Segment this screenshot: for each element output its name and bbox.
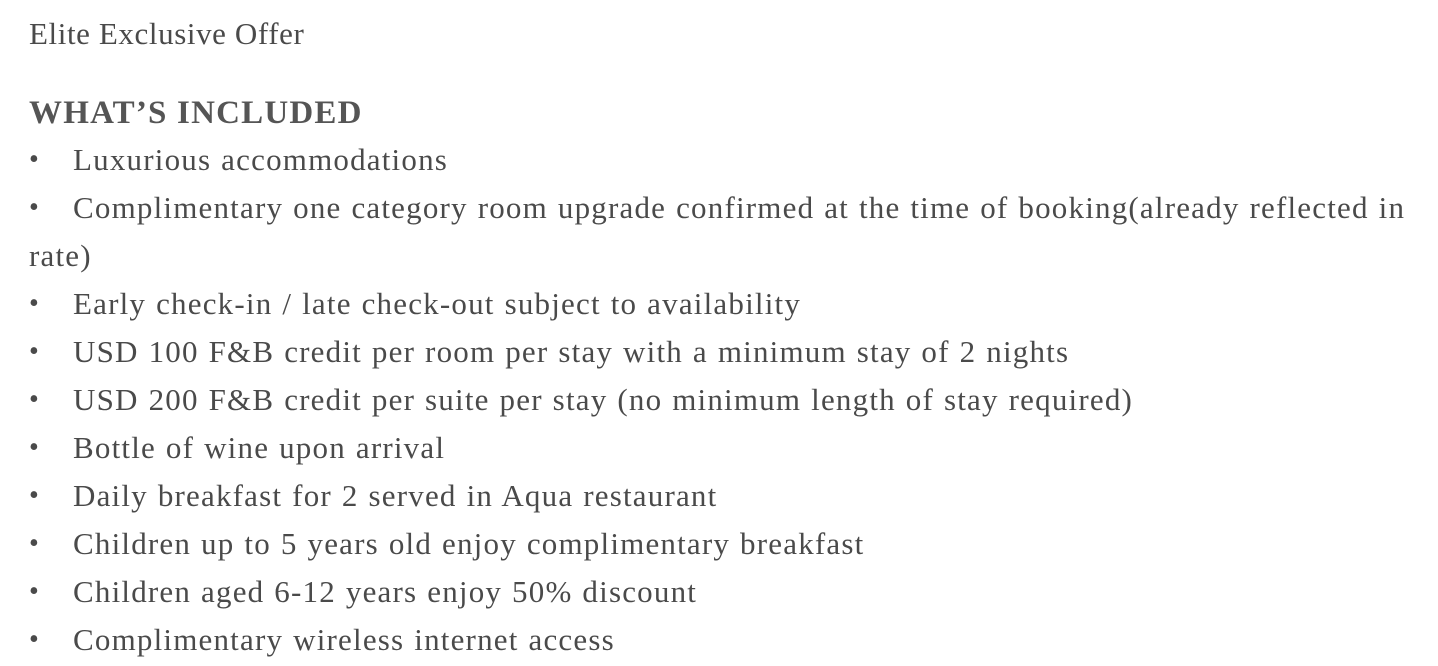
- bullet-icon: •: [29, 624, 41, 655]
- inclusions-list: [29, 136, 1429, 664]
- list-item: [29, 568, 1429, 616]
- list-item: [29, 616, 1429, 664]
- list-item-text: Children aged 6-12 years enjoy 50% discount: [73, 574, 698, 609]
- bullet-icon: •: [29, 144, 41, 175]
- list-item-text: USD 100 F&B credit per room per stay with a minimum stay of 2 nights: [73, 334, 1070, 369]
- bullet-icon: •: [29, 480, 41, 511]
- offer-title: Elite Exclusive Offer: [29, 16, 305, 51]
- list-item-text: Early check-in / late check-out subject to availability: [73, 286, 802, 321]
- bullet-icon: •: [29, 528, 41, 559]
- list-item: [29, 184, 1429, 280]
- list-item-text: Complimentary wireless internet access: [73, 622, 615, 657]
- bullet-icon: •: [29, 384, 41, 415]
- section-heading: WHAT’S INCLUDED: [29, 95, 363, 131]
- bullet-icon: •: [29, 192, 41, 223]
- list-item: [29, 136, 1429, 184]
- list-item: [29, 280, 1429, 328]
- list-item-text: Complimentary one category room upgrade confirmed at the time of booking(already reflected in rate): [29, 190, 1406, 273]
- bullet-icon: •: [29, 288, 41, 319]
- list-item-text: Bottle of wine upon arrival: [73, 430, 446, 465]
- list-item-text: USD 200 F&B credit per suite per stay (no minimum length of stay required): [73, 382, 1134, 417]
- list-item: [29, 376, 1429, 424]
- list-item-text: Luxurious accommodations: [73, 142, 449, 177]
- list-item-text: Children up to 5 years old enjoy complimentary breakfast: [73, 526, 865, 561]
- list-item: [29, 520, 1429, 568]
- list-item: [29, 328, 1429, 376]
- bullet-icon: •: [29, 432, 41, 463]
- bullet-icon: •: [29, 336, 41, 367]
- list-item: [29, 424, 1429, 472]
- list-item: [29, 472, 1429, 520]
- list-item-text: Daily breakfast for 2 served in Aqua restaurant: [73, 478, 718, 513]
- bullet-icon: •: [29, 576, 41, 607]
